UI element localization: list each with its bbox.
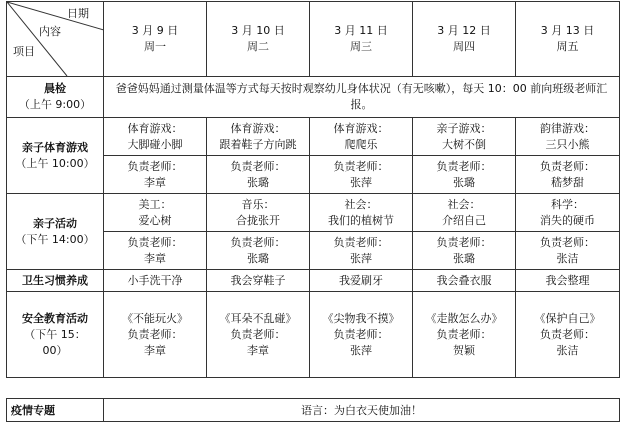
day-weekday: 周四 bbox=[453, 40, 475, 53]
day-weekday: 周三 bbox=[350, 40, 372, 53]
activities-category: 社会： bbox=[344, 197, 378, 211]
sports-activity: 跟着鞋子方向跳 bbox=[219, 137, 297, 151]
day-date: 3 月 11 日 bbox=[334, 24, 388, 37]
morning-check-row bbox=[7, 77, 620, 118]
header-row bbox=[7, 2, 620, 77]
activities-teacher-cell bbox=[516, 232, 620, 270]
sports-time: （上午 10:00） bbox=[15, 156, 95, 170]
activities-activity: 爱心树 bbox=[138, 213, 172, 227]
activities-cell bbox=[207, 194, 310, 232]
sports-label-cell bbox=[7, 118, 104, 194]
teacher-name: 张璐 bbox=[453, 175, 475, 189]
teacher-name: 张璐 bbox=[453, 251, 475, 265]
teacher-label: 负责老师： bbox=[540, 327, 595, 341]
safety-label-cell bbox=[7, 292, 104, 378]
teacher-label: 负责老师： bbox=[127, 159, 183, 173]
sports-teacher-cell bbox=[207, 156, 310, 194]
sports-activity: 大树不倒 bbox=[442, 137, 486, 151]
teacher-name: 李章 bbox=[247, 343, 269, 357]
activities-label-cell bbox=[7, 194, 104, 270]
teacher-name: 嵇梦甜 bbox=[551, 175, 584, 189]
activities-label: 亲子活动 bbox=[33, 216, 77, 230]
safety-cell bbox=[413, 292, 516, 378]
safety-time-line2: 00） bbox=[42, 343, 68, 357]
activities-cell bbox=[310, 194, 413, 232]
morning-check-time: （上午 9:00） bbox=[18, 98, 92, 111]
hygiene-cell: 我会叠衣服 bbox=[413, 270, 516, 292]
header-corner-cell bbox=[7, 2, 104, 77]
hygiene-row bbox=[7, 270, 620, 292]
day-header-mon bbox=[104, 2, 207, 77]
teacher-label: 负责老师： bbox=[230, 159, 286, 173]
teacher-label: 负责老师： bbox=[333, 235, 389, 249]
sports-label: 亲子体育游戏 bbox=[22, 140, 88, 154]
activities-category: 美工： bbox=[138, 197, 172, 211]
hygiene-label: 卫生习惯养成 bbox=[7, 270, 104, 292]
sports-cell bbox=[413, 118, 516, 156]
sports-cell bbox=[104, 118, 207, 156]
activities-category: 社会： bbox=[447, 197, 481, 211]
teacher-name: 贺颖 bbox=[453, 343, 475, 357]
hygiene-cell: 我会穿鞋子 bbox=[207, 270, 310, 292]
activities-category: 音乐： bbox=[241, 197, 275, 211]
safety-label: 安全教育活动 bbox=[22, 311, 88, 325]
day-date: 3 月 12 日 bbox=[437, 24, 491, 37]
activities-activity: 消失的硬币 bbox=[540, 213, 595, 227]
teacher-label: 负责老师： bbox=[230, 235, 286, 249]
teacher-name: 李章 bbox=[144, 251, 166, 265]
teacher-label: 负责老师： bbox=[540, 235, 595, 249]
day-header-thu bbox=[413, 2, 516, 77]
sports-activity: 爬爬乐 bbox=[344, 137, 378, 151]
hygiene-cell: 我爱刷牙 bbox=[310, 270, 413, 292]
sports-teacher-cell bbox=[516, 156, 620, 194]
day-weekday: 周一 bbox=[144, 40, 166, 53]
activities-cell bbox=[516, 194, 620, 232]
day-date: 3 月 13 日 bbox=[540, 24, 595, 37]
teacher-label: 负责老师： bbox=[436, 159, 492, 173]
activities-teacher-cell bbox=[207, 232, 310, 270]
safety-cell bbox=[310, 292, 413, 378]
day-weekday: 周二 bbox=[247, 40, 269, 53]
teacher-name: 张萍 bbox=[350, 175, 372, 189]
corner-item-label: 项目 bbox=[13, 45, 35, 58]
safety-activity: 《走散怎么办》 bbox=[425, 311, 503, 325]
safety-activity: 《耳朵不乱碰》 bbox=[219, 311, 297, 325]
sports-activity: 三只小熊 bbox=[545, 137, 590, 151]
safety-cell bbox=[516, 292, 620, 378]
safety-activity: 《不能玩火》 bbox=[122, 311, 188, 325]
sports-category: 韵律游戏： bbox=[540, 121, 595, 135]
corner-content-label: 内容 bbox=[39, 25, 61, 38]
sports-category: 体育游戏： bbox=[333, 121, 389, 135]
sports-category: 亲子游戏： bbox=[436, 121, 492, 135]
morning-check-label: 晨检 bbox=[44, 82, 66, 95]
sports-cell bbox=[310, 118, 413, 156]
sports-category: 体育游戏： bbox=[230, 121, 286, 135]
sports-cell bbox=[207, 118, 310, 156]
teacher-label: 负责老师： bbox=[540, 159, 595, 173]
teacher-name: 张璐 bbox=[247, 251, 269, 265]
sports-teacher-cell bbox=[413, 156, 516, 194]
safety-activity: 《尖物我不摸》 bbox=[322, 311, 400, 325]
activities-teacher-cell bbox=[310, 232, 413, 270]
epidemic-row bbox=[7, 399, 620, 422]
morning-check-text: 爸爸妈妈通过测量体温等方式每天按时观察幼儿身体状况（有无咳嗽），每天 10：00 前向班级老师汇报。 bbox=[104, 77, 620, 118]
epidemic-topic-table bbox=[6, 398, 620, 422]
teacher-label: 负责老师： bbox=[333, 327, 389, 341]
teacher-name: 张洁 bbox=[556, 343, 579, 357]
activities-activity: 介绍自己 bbox=[442, 213, 486, 227]
teacher-label: 负责老师： bbox=[230, 327, 286, 341]
teacher-name: 张萍 bbox=[350, 343, 372, 357]
day-header-wed bbox=[310, 2, 413, 77]
teacher-label: 负责老师： bbox=[127, 235, 183, 249]
activities-teacher-cell bbox=[413, 232, 516, 270]
teacher-label: 负责老师： bbox=[436, 327, 492, 341]
hygiene-cell: 小手洗干净 bbox=[104, 270, 207, 292]
teacher-name: 张璐 bbox=[247, 175, 269, 189]
activities-cell bbox=[104, 194, 207, 232]
sports-cell bbox=[516, 118, 620, 156]
activities-cell bbox=[413, 194, 516, 232]
day-date: 3 月 9 日 bbox=[131, 24, 179, 37]
activities-category: 科学： bbox=[551, 197, 584, 211]
corner-date-label: 日期 bbox=[67, 7, 89, 20]
activities-activity: 我们的植树节 bbox=[328, 213, 394, 227]
teacher-label: 负责老师： bbox=[333, 159, 389, 173]
sports-teacher-cell bbox=[104, 156, 207, 194]
teacher-name: 张洁 bbox=[556, 251, 579, 265]
activities-time: （下午 14:00） bbox=[15, 232, 95, 246]
teacher-name: 李章 bbox=[144, 175, 166, 189]
safety-cell bbox=[207, 292, 310, 378]
schedule-table bbox=[6, 1, 620, 378]
safety-cell bbox=[104, 292, 207, 378]
day-header-tue bbox=[207, 2, 310, 77]
sports-activity-row bbox=[7, 118, 620, 156]
activities-activity: 合拢张开 bbox=[236, 213, 280, 227]
epidemic-label: 疫情专题 bbox=[7, 399, 104, 422]
sports-activity: 大脚碰小脚 bbox=[127, 137, 183, 151]
activities-activity-row bbox=[7, 194, 620, 232]
epidemic-text: 语言：为白衣天使加油！ bbox=[104, 399, 620, 422]
day-date: 3 月 10 日 bbox=[231, 24, 285, 37]
day-weekday: 周五 bbox=[556, 40, 579, 53]
morning-check-label-cell bbox=[7, 77, 104, 118]
teacher-label: 负责老师： bbox=[127, 327, 183, 341]
sports-category: 体育游戏： bbox=[127, 121, 183, 135]
safety-time-line1: （下午 15： bbox=[24, 327, 86, 341]
hygiene-cell: 我会整理 bbox=[516, 270, 620, 292]
activities-teacher-cell bbox=[104, 232, 207, 270]
teacher-label: 负责老师： bbox=[436, 235, 492, 249]
safety-activity: 《保护自己》 bbox=[534, 311, 601, 325]
safety-row bbox=[7, 292, 620, 378]
teacher-name: 李章 bbox=[144, 343, 166, 357]
day-header-fri bbox=[516, 2, 620, 77]
teacher-name: 张萍 bbox=[350, 251, 372, 265]
sports-teacher-cell bbox=[310, 156, 413, 194]
